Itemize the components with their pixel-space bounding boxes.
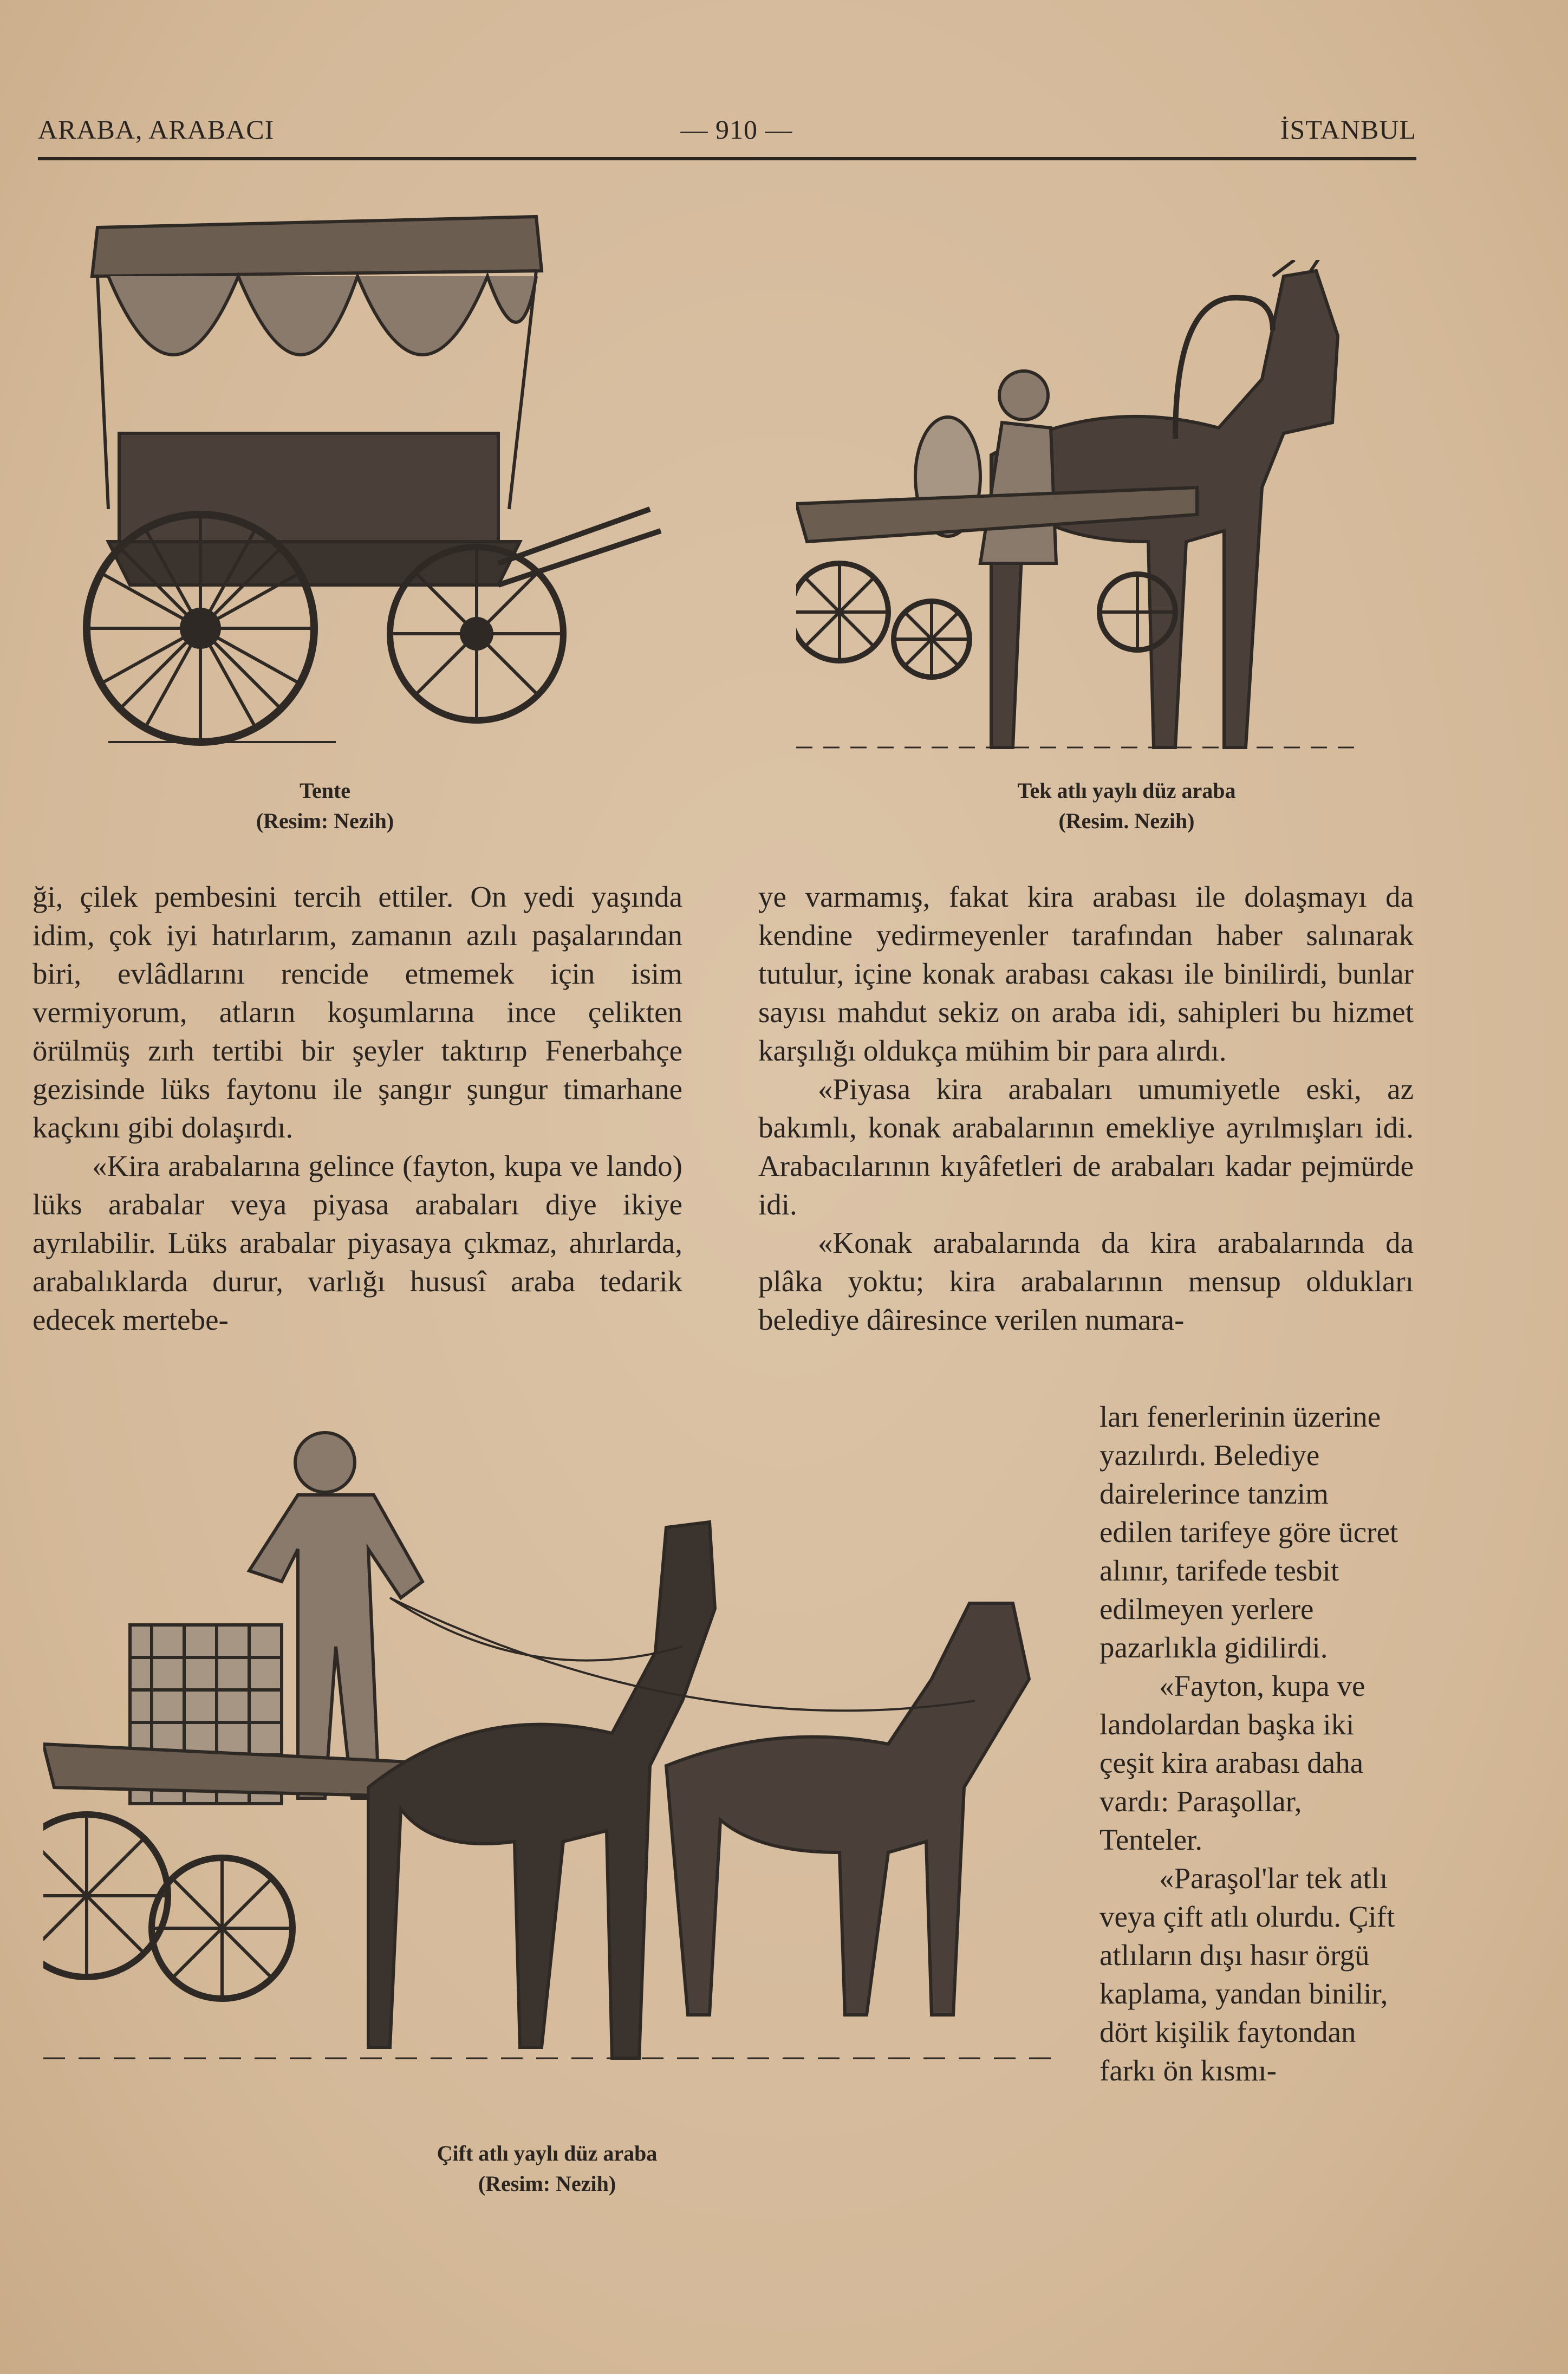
tente-illustration — [76, 206, 682, 764]
cift-atli-caption-title: Çift atlı yaylı düz araba — [437, 2141, 658, 2165]
right-paragraph-1: ye varmamış, fakat kira arabası ile dolaşmayı da kendine yedirmeyenler tarafından haber salınarak tutulur, içine konak arabası cakası ile binilirdi, bunlar sayısı mahdut sekiz on araba idi, sahipleri bu hizmet karşılığı oldukça mühim bir para alırdı. — [758, 880, 1414, 1067]
tente-caption — [162, 776, 487, 836]
cift-atli-caption-credit: (Resim: Nezih) — [478, 2171, 616, 2196]
right-column — [758, 877, 1414, 1339]
narrow-paragraph-1: ları fenerlerinin üzerine yazılırdı. Belediye dairelerince tanzim edilen tarifeye göre ücret alınır, tarifede tesbit edilmeyen yerlere pazarlıkla gidilirdi. — [1099, 1400, 1398, 1664]
tente-caption-credit: (Resim: Nezih) — [256, 809, 394, 833]
header-section-title: ARABA, ARABACI — [38, 114, 275, 145]
right-paragraph-3: «Konak arabalarında da kira arabalarında da plâka yoktu; kira arabalarının mensup oldukları belediye dâiresince verilen numara- — [758, 1226, 1414, 1336]
narrow-paragraph-2: «Fayton, kupa ve landolardan başka iki çeşit kira arabası daha vardı: Paraşollar, Tenteler. — [1099, 1669, 1365, 1856]
page-number: — 910 — — [680, 114, 793, 145]
tek-atli-illustration — [796, 260, 1354, 764]
running-header — [38, 108, 1416, 152]
header-rule — [38, 157, 1416, 160]
left-column — [32, 877, 682, 1339]
right-paragraph-2: «Piyasa kira arabaları umumiyetle eski, az bakımlı, konak arabalarının emekliye ayrılmışları idi. Arabacılarının kıyâfetleri de arabaları kadar pejmürde idi. — [758, 1072, 1414, 1221]
cift-atli-illustration — [43, 1419, 1062, 2123]
tek-atli-caption-credit: (Resim. Nezih) — [1058, 809, 1195, 833]
cift-atli-caption — [325, 2138, 769, 2199]
narrow-column — [1099, 1397, 1408, 2090]
tek-atli-caption — [850, 776, 1403, 836]
header-book-title: İSTANBUL — [1280, 114, 1416, 145]
tek-atli-caption-title: Tek atlı yaylı düz araba — [1017, 778, 1236, 803]
left-paragraph-2: «Kira arabalarına gelince (fayton, kupa ve lando) lüks arabalar veya piyasa arabaları diye ikiye ayrılabilir. Lüks arabalar piyasaya çıkmaz, ahırlarda, arabalıklarda durur, varlığı hususî araba tedarik edecek mertebe- — [32, 1149, 682, 1336]
tente-caption-title: Tente — [299, 778, 351, 803]
left-paragraph-1: ği, çilek pembesini tercih ettiler. On yedi yaşında idim, çok iyi hatırlarım, zamanın azılı paşalarından biri, evlâdlarını rencide etmemek için isim vermiyorum, atların koşumlarına ince çelikten örülmüş zırh tertibi bir şeyler taktırıp Fenerbahçe gezisinde lüks faytonu ile şangır şungur timarhane kaçkını gibi dolaşırdı. — [32, 880, 682, 1144]
narrow-paragraph-3: «Paraşol'lar tek atlı veya çift atlı olurdu. Çift atlıların dışı hasır örgü kaplama, yandan binilir, dört kişilik faytondan farkı ön kısmı- — [1099, 1862, 1395, 2087]
